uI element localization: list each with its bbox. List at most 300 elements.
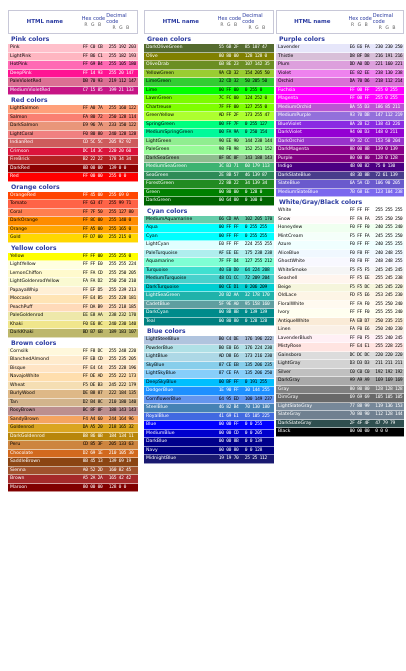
color-decimal-code: 222 184 135 [108,391,136,396]
header-hex-channel: B [97,23,103,28]
color-row [276,275,404,284]
color-row [8,105,138,114]
color-decimal-code: 224 255 255 [244,242,272,247]
color-row [144,197,274,206]
color-hex-code: 2F 4F 4F [349,420,370,426]
color-row [144,61,274,70]
color-row [144,155,274,164]
color-name: MediumVioletRed [10,87,51,93]
color-decimal-code: 255 127 80 [108,209,134,215]
color-hex-code: DE B8 87 [82,391,103,396]
column-header [144,10,274,34]
color-name: DarkViolet [278,130,302,135]
color-row [144,379,274,388]
color-row [276,258,404,267]
color-row [276,267,404,276]
color-decimal-code: 255 239 213 [108,287,136,293]
color-hex-code: BD B7 6B [82,330,103,335]
color-name: HotPink [10,62,28,67]
color-hex-code: 6B 8E 23 [218,62,239,67]
color-name: DarkMagenta [278,147,309,152]
color-row [144,267,274,276]
header-hex-channel: G [357,23,363,28]
color-row [8,122,138,131]
color-name: DarkGreen [146,198,171,203]
color-row [8,365,138,374]
color-row [8,165,138,174]
color-hex-code: FF F0 F5 [349,335,370,341]
color-row [276,78,404,87]
color-decimal-code: 210 105 30 [108,450,134,456]
color-row [8,261,138,270]
color-name: SeaGreen [146,172,169,178]
color-decimal-code: 255 240 245 [375,335,403,341]
color-name: GhostWhite [278,259,305,264]
color-name: MintCream [278,233,304,239]
color-name: SpringGreen [146,121,175,127]
color-decimal-code: 255 140 0 [108,218,131,223]
color-row [276,428,404,437]
color-name: MistyRose [278,344,302,349]
color-row [144,233,274,242]
color-name: DarkRed [10,165,30,171]
color-name: Orange [10,226,27,232]
color-hex-code: 8F BC 8F [218,155,239,161]
color-hex-code: 00 64 00 [218,198,239,203]
color-hex-code: AD D8 E6 [218,354,239,359]
color-row [276,411,404,420]
color-row [144,292,274,301]
color-row [276,241,404,250]
color-name: YellowGreen [146,70,175,76]
color-decimal-code: 175 238 238 [244,250,272,256]
color-hex-code: DA A5 20 [82,425,103,430]
color-row [144,396,274,405]
color-decimal-code: 135 206 250 [244,371,272,376]
color-hex-code: 6A 5A CD [349,181,370,186]
color-row [8,407,138,416]
color-decimal-code: 0 191 255 [244,379,267,385]
color-name: OliveDrab [146,62,169,67]
color-row [144,275,274,284]
color-row [144,216,274,225]
color-decimal-code: 240 230 140 [108,321,136,327]
color-decimal-code: 128 0 0 [108,484,127,490]
color-name: Honeydew [278,225,303,230]
color-row [144,44,274,53]
color-decimal-code: 0 139 139 [244,310,267,315]
color-row [144,87,274,96]
color-row [144,421,274,430]
color-hex-code: EE 82 EE [349,70,370,76]
color-name: DarkOrchid [278,138,304,144]
color-row [144,353,274,362]
color-name: Chartreuse [146,104,172,110]
color-decimal-code: 127 255 212 [244,259,272,264]
color-name: Orchid [278,79,294,84]
color-row [276,112,404,121]
color-hex-code: C7 15 85 [82,87,103,93]
color-name: MediumAquamarine [146,216,193,222]
color-row [8,475,138,484]
color-hex-code: F0 FF F0 [349,225,370,230]
color-name: Fuchsia [278,87,296,93]
color-decimal-code: 127 255 0 [244,104,267,110]
color-hex-code: 80 80 00 [218,53,239,59]
color-name: LightSalmon [10,106,39,111]
color-row [8,416,138,425]
color-name: Tan [10,399,18,405]
header-decimal-channel: G [255,26,261,31]
header-hex-channel: R [84,23,89,28]
color-name: OldLace [278,293,297,298]
color-decimal-code: 248 248 255 [375,259,403,264]
color-name: Tomato [10,201,27,206]
color-name: DodgerBlue [146,388,174,393]
color-decimal-code: 210 180 140 [108,399,136,405]
color-row [8,234,138,243]
color-decimal-code: 240 255 240 [375,225,403,230]
color-hex-code: FF F5 EE [349,276,370,281]
color-name: SteelBlue [146,405,168,410]
color-name: AliceBlue [278,250,300,256]
color-hex-code: FF 8C 00 [82,218,103,223]
color-hex-code: FA EB D7 [349,318,370,324]
color-row [144,172,274,181]
color-name: MediumTurquoise [146,276,187,281]
color-name: MediumBlue [146,430,175,436]
color-hex-code: 00 FA 9A [218,130,239,135]
color-row [144,112,274,121]
color-decimal-code: 75 0 130 [375,164,395,169]
color-name: MidnightBlue [146,456,177,461]
color-name: WhiteSmoke [278,267,307,273]
color-row [276,70,404,79]
color-row [8,390,138,399]
color-row [276,284,404,293]
color-hex-code: 77 88 99 [349,403,370,409]
color-row [276,61,404,70]
color-row [8,148,138,157]
color-name: MediumSeaGreen [146,164,187,169]
color-name: PeachPuff [10,304,33,310]
color-hex-code: F0 FF FF [349,242,370,247]
color-hex-code: 55 6B 2F [218,45,239,50]
color-row [276,95,404,104]
color-row [144,430,274,439]
color-decimal-code: 220 20 60 [108,148,131,154]
color-name: LavenderBlush [278,335,313,341]
color-decimal-code: 128 128 128 [375,386,403,392]
color-hex-code: B2 22 22 [82,157,103,162]
color-decimal-code: 245 245 245 [375,267,403,273]
color-hex-code: E9 96 7A [82,123,103,128]
color-row [8,253,138,262]
color-hex-code: FF FA F0 [349,301,370,307]
column-header [8,10,138,34]
color-row [8,295,138,304]
header-hex-channel: R [351,23,356,28]
color-row [144,345,274,354]
color-name: LightGoldenrodYellow [10,279,60,284]
color-hex-code: FF 00 00 [82,174,103,179]
color-row [276,233,404,242]
color-name: IndianRed [10,140,33,145]
color-row [276,104,404,113]
color-row [144,70,274,79]
color-row [8,433,138,442]
color-hex-code: BA 55 D3 [349,104,370,110]
color-hex-code: F5 F5 DC [349,284,370,290]
color-hex-code: F0 E6 8C [82,321,103,327]
color-row [8,373,138,382]
color-row [276,129,404,138]
color-hex-code: D3 D3 D3 [349,361,370,366]
color-row [144,362,274,371]
color-hex-code: 00 00 80 [218,447,239,453]
header-hex-rgb [83,23,103,28]
color-name: Red [10,174,19,179]
color-name: Pink [10,45,20,50]
color-row [8,287,138,296]
color-decimal-code: 205 92 92 [108,140,131,145]
color-hex-code: 41 69 E1 [218,413,239,419]
color-name: Wheat [10,382,25,388]
color-decimal-code: 0 255 0 [244,87,263,93]
color-hex-code: 00 FF 00 [218,87,239,93]
color-decimal-code: 0 255 255 [244,225,267,230]
color-name: DarkGoldenrod [10,433,45,439]
color-name: LightGray [278,361,301,366]
header-hex-rgb [350,23,370,28]
header-decimal-rgb [112,26,132,31]
header-decimal-code [106,11,137,33]
color-name: Turquoise [146,267,168,273]
color-group-heading: Yellow colors [8,243,138,253]
color-decimal-code: 216 191 216 [375,53,403,59]
color-decimal-code: 255 255 255 [375,208,403,213]
color-hex-code: D2 69 1E [82,450,103,456]
color-decimal-code: 85 107 47 [244,45,267,50]
color-hex-code: 46 82 B4 [218,405,239,410]
color-decimal-code: 100 149 237 [244,396,272,402]
color-row [144,129,274,138]
color-column-1 [8,10,138,492]
color-hex-code: FF E4 B5 [82,296,103,301]
color-decimal-code: 245 222 179 [108,382,136,388]
color-name: Cornsilk [10,348,29,354]
color-decimal-code: 255 218 185 [108,304,136,310]
color-decimal-code: 107 142 35 [244,62,270,67]
color-name: DarkSeaGreen [146,155,180,161]
color-hex-code: 94 00 D3 [349,130,370,135]
color-decimal-code: 0 255 127 [244,121,267,127]
color-name: Azure [278,242,292,247]
color-name: Chocolate [10,450,33,456]
color-hex-code: F0 F8 FF [349,250,370,256]
color-hex-code: FA 80 72 [82,114,103,120]
color-hex-code: 20 B2 AA [218,293,239,298]
color-name: SaddleBrown [10,459,41,464]
color-hex-code: 2E 8B 57 [218,172,239,178]
header-decimal-label: Decimal code [242,13,263,25]
color-row [276,386,404,395]
color-name: NavajoWhite [10,374,40,379]
header-hex-channel: B [364,23,370,28]
color-hex-code: FF C0 CB [82,45,103,50]
color-decimal-code: 30 144 255 [244,388,270,393]
color-row [144,95,274,104]
color-row [144,404,274,413]
color-name: Seashell [278,276,298,281]
color-decimal-code: 0 0 205 [244,430,263,436]
header-hex-channel: G [90,23,96,28]
color-row [276,352,404,361]
color-name: MediumSpringGreen [146,130,194,135]
color-row [8,278,138,287]
color-hex-code: F4 A4 60 [82,416,103,422]
color-decimal-code: 255 248 220 [108,348,136,354]
color-name: PaleGoldenrod [10,313,44,318]
color-hex-code: EE E8 AA [82,313,103,318]
color-decimal-code: 238 232 170 [108,313,136,318]
color-hex-code: 48 3D 8B [349,172,370,178]
color-name: LightSkyBlue [146,371,176,376]
color-hex-code: 00 FF FF [218,225,239,230]
color-hex-code: F5 DE B3 [82,382,103,388]
color-decimal-code: 176 196 222 [244,337,272,342]
header-hex-label: Hex code [217,16,242,22]
color-row [276,403,404,412]
color-name: Silver [278,369,291,375]
color-name: DarkSlateBlue [278,172,311,178]
color-name: LightSeaGreen [146,293,180,298]
color-row [8,156,138,165]
color-decimal-code: 255 228 181 [108,296,136,301]
column-header [276,10,404,34]
color-name: DeepSkyBlue [146,379,177,385]
color-name: DarkCyan [146,310,169,315]
color-row [8,270,138,279]
color-hex-code: FF 00 FF [349,96,370,101]
header-hex-rgb [219,23,239,28]
color-name: Crimson [10,148,29,154]
color-row [276,309,404,318]
color-decimal-code: 147 112 219 [375,113,403,118]
color-decimal-code: 240 248 255 [375,250,403,256]
color-group-heading: Blue colors [144,326,274,336]
color-row [8,226,138,235]
color-name: PaleGreen [146,147,170,152]
color-row [276,326,404,335]
header-decimal-label: Decimal code [106,13,127,25]
color-hex-code: F8 F8 FF [349,259,370,264]
color-row [276,420,404,429]
color-name: Salmon [10,114,28,120]
color-row [144,309,274,318]
color-name: Navy [146,447,158,453]
color-name: SlateBlue [278,181,300,186]
color-row [276,301,404,310]
color-row [8,61,138,70]
color-decimal-code: 245 245 220 [375,284,403,290]
color-row [144,336,274,345]
color-row [144,78,274,87]
color-decimal-code: 143 188 143 [244,155,272,161]
color-decimal-code: 205 133 63 [108,442,134,447]
color-name: DarkSlateGray [278,420,312,426]
color-hex-code: B0 E0 E6 [218,345,239,351]
color-hex-code: DC DC DC [349,352,370,358]
color-row [276,394,404,403]
color-hex-code: 69 69 69 [349,395,370,400]
header-hex-channel: G [226,23,232,28]
color-row [144,189,274,198]
color-row [276,377,404,386]
color-name: SandyBrown [10,416,39,422]
color-hex-code: FF FA FA [349,216,370,222]
header-decimal-channel: B [126,26,131,31]
color-hex-code: 1E 90 FF [218,388,239,393]
color-decimal-code: 0 206 209 [244,284,267,290]
color-row [8,192,138,201]
color-row [8,173,138,182]
color-decimal-code: 102 205 170 [244,216,272,222]
color-row [276,360,404,369]
color-name: DarkOliveGreen [146,45,183,50]
color-name: DeepPink [10,70,32,76]
color-hex-code: FF 00 FF [349,87,370,93]
color-decimal-code: 255 182 193 [108,53,136,59]
color-row [144,284,274,293]
color-hex-code: FF F8 DC [82,348,103,354]
header-decimal-rgb [248,26,268,31]
color-row [8,312,138,321]
color-decimal-code: 124 252 0 [244,96,267,101]
header-html-name: HTML name [26,19,63,25]
color-name: Green [146,189,160,195]
color-hex-code: 9A CD 32 [218,70,239,76]
color-hex-code: FF E4 E1 [349,344,370,349]
color-hex-code: 00 BF FF [218,379,239,385]
color-row [276,343,404,352]
color-row [144,250,274,259]
color-hex-code: FF 63 47 [82,201,103,206]
color-decimal-code: 233 150 122 [108,123,136,128]
color-name: Black [278,429,291,434]
color-name: Plum [278,62,290,67]
color-row [144,180,274,189]
color-decimal-code: 160 82 45 [108,467,131,473]
color-decimal-code: 255 222 173 [108,374,136,379]
color-hex-code: 00 FF 7F [218,121,239,127]
color-decimal-code: 255 228 196 [108,365,136,371]
color-decimal-code: 178 34 34 [108,157,131,162]
color-hex-code: 32 CD 32 [218,79,239,84]
color-name: Bisque [10,365,26,371]
color-group-heading: Red colors [8,95,138,105]
color-row [276,207,404,216]
color-name: ForestGreen [146,181,175,186]
color-hex-code: 98 FB 98 [218,147,239,152]
color-name: SlateGray [278,412,301,417]
color-decimal-code: 255 20 147 [108,70,134,76]
color-hex-code: FF DE AD [82,374,103,379]
color-decimal-code: 255 245 238 [375,276,403,281]
color-hex-code: F0 80 80 [82,131,103,137]
color-hex-code: 00 00 CD [218,430,239,436]
color-row [8,217,138,226]
